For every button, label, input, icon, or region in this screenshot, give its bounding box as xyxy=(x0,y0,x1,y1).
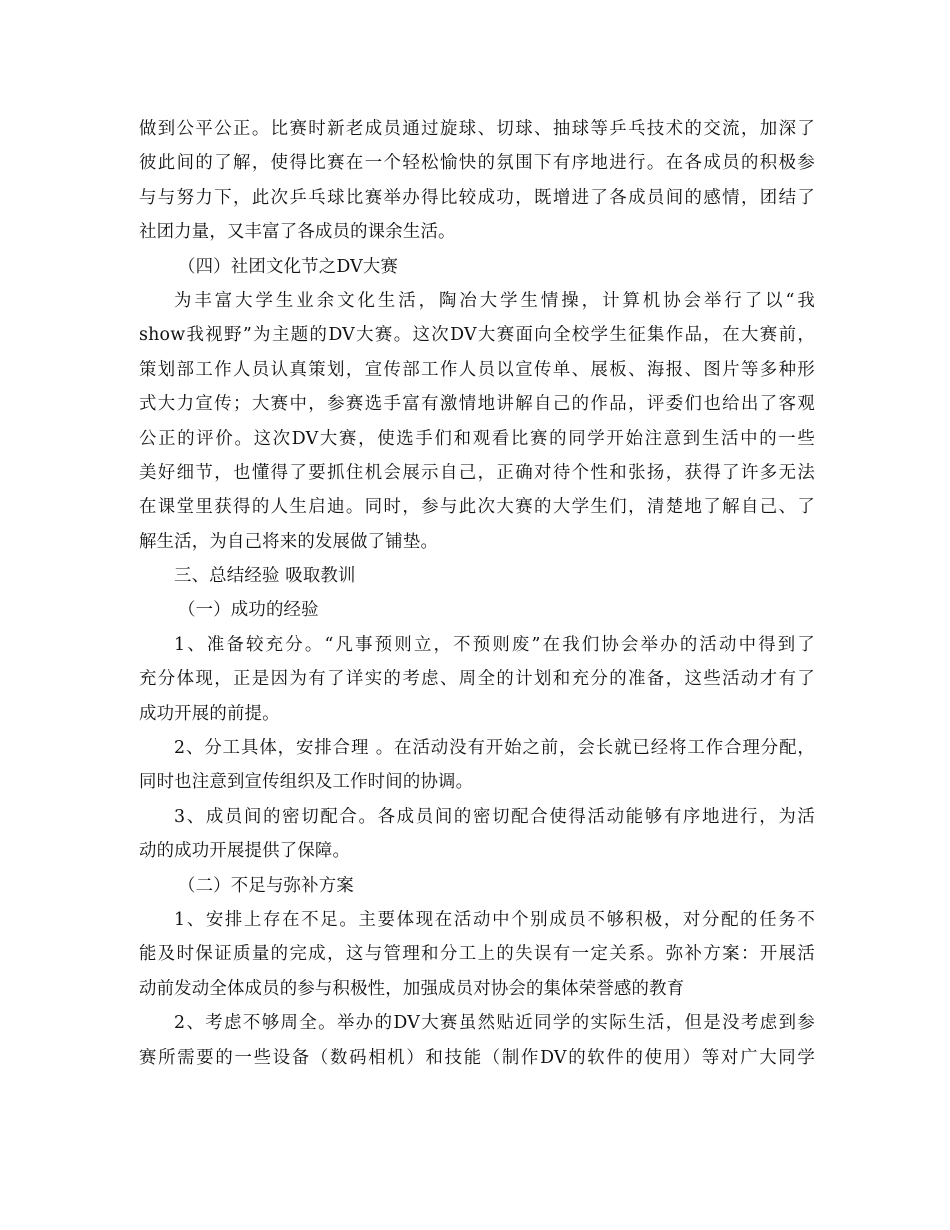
paragraph-line: 同时也注意到宣传组织及工作时间的协调。 xyxy=(139,772,474,793)
paragraph-line: 2、考虑不够周全。举办的DV大赛虽然贴近同学的实际生活，但是没考虑到参 xyxy=(174,1013,815,1034)
paragraph-line: 美好细节，也懂得了要抓住机会展示自己，正确对待个性和张扬，获得了许多无法 xyxy=(139,462,815,483)
paragraph-line: 解生活，为自己将来的发展做了铺垫。 xyxy=(139,531,439,552)
paragraph-line: 充分体现，正是因为有了详实的考虑、周全的计划和充分的准备，这些活动才有了 xyxy=(139,669,815,690)
paragraph-line: 动前发动全体成员的参与积极性，加强成员对协会的集体荣誉感的教育 xyxy=(139,978,685,999)
subsection-heading: （一）成功的经验 xyxy=(178,600,319,621)
paragraph-line: 动的成功开展提供了保障。 xyxy=(139,841,351,862)
paragraph-line: 成功开展的前提。 xyxy=(139,703,280,724)
paragraph-line: 能及时保证质量的完成，这与管理和分工上的失误有一定关系。弥补方案：开展活 xyxy=(139,944,815,965)
paragraph-line: show我视野”为主题的DV大赛。这次DV大赛面向全校学生征集作品，在大赛前， xyxy=(139,325,815,346)
paragraph-line: 社团力量，又丰富了各成员的课余生活。 xyxy=(139,222,456,243)
paragraph-line: 与与努力下，此次乒乓球比赛举办得比较成功，既增进了各成员间的感情，团结了 xyxy=(139,187,815,208)
section-heading: 三、总结经验 吸取教训 xyxy=(174,566,356,587)
paragraph-line: 赛所需要的一些设备（数码相机）和技能（制作DV的软件的使用）等对广大同学 xyxy=(139,1047,815,1068)
paragraph-line: 3、成员间的密切配合。各成员间的密切配合使得活动能够有序地进行，为活 xyxy=(174,806,815,827)
paragraph-line: 为丰富大学生业余文化生活，陶冶大学生情操，计算机协会举行了以“我 xyxy=(174,290,815,311)
paragraph-line: 策划部工作人员认真策划，宣传部工作人员以宣传单、展板、海报、图片等多种形 xyxy=(139,359,815,380)
section-heading: （四）社团文化节之DV大赛 xyxy=(178,256,399,277)
paragraph-line: 1、安排上存在不足。主要体现在活动中个别成员不够积极，对分配的任务不 xyxy=(174,909,815,930)
paragraph-line: 在课堂里获得的人生启迪。同时，参与此次大赛的大学生们，清楚地了解自己、了 xyxy=(139,497,815,518)
paragraph-line: 做到公平公正。比赛时新老成员通过旋球、切球、抽球等乒乓技术的交流，加深了 xyxy=(139,119,815,139)
paragraph-line: 彼此间的了解，使得比赛在一个轻松愉快的氛围下有序地进行。在各成员的积极参 xyxy=(139,153,815,174)
paragraph-line: 式大力宣传；大赛中，参赛选手富有激情地讲解自己的作品，评委们也给出了客观 xyxy=(139,394,815,415)
document-body xyxy=(139,112,815,1075)
subsection-heading: （二）不足与弥补方案 xyxy=(178,875,354,896)
paragraph-line: 2、分工具体，安排合理 。在活动没有开始之前，会长就已经将工作合理分配， xyxy=(174,738,815,759)
paragraph-line: 公正的评价。这次DV大赛，使选手们和观看比赛的同学开始注意到生活中的一些 xyxy=(139,428,815,449)
paragraph-line: 1、准备较充分。“凡事预则立，不预则废”在我们协会举办的活动中得到了 xyxy=(174,634,815,655)
